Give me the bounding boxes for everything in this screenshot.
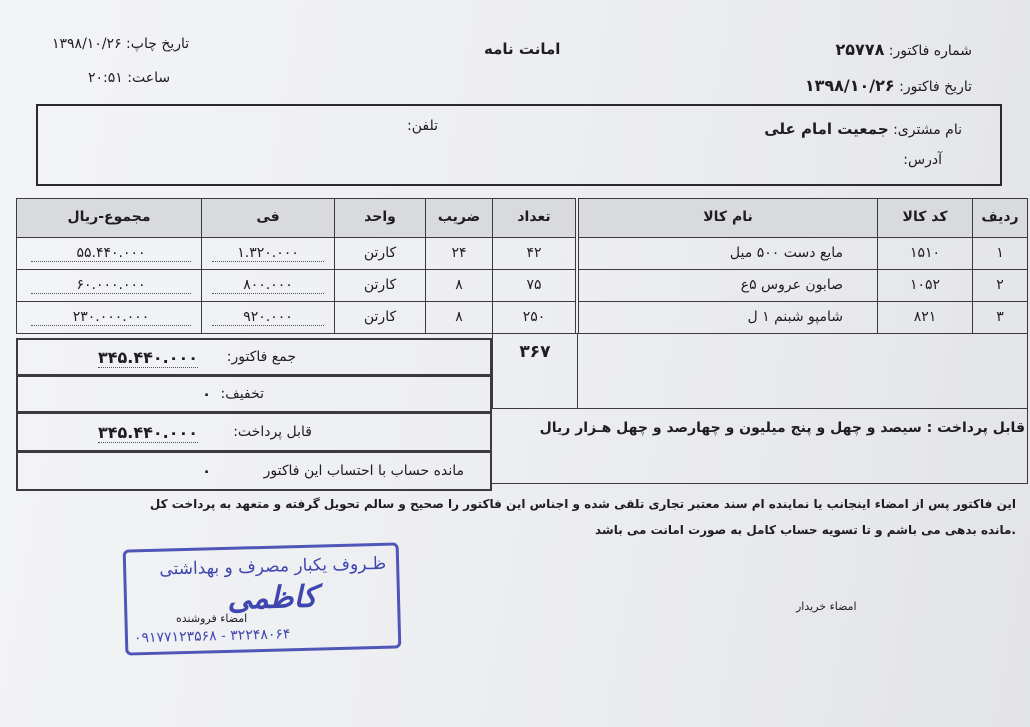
invoice-total-row	[16, 338, 492, 376]
qty-total: ۳۶۷	[519, 342, 551, 362]
table-row	[16, 269, 202, 302]
print-time: ۲۰:۵۱	[88, 70, 123, 86]
stamp-business-name: ظـروف یکبار مصرف و بهداشتی	[159, 553, 387, 580]
invoice-date: ۱۳۹۸/۱۰/۲۶	[804, 76, 895, 95]
print-time-label: ساعت:	[127, 70, 171, 86]
table-row	[334, 301, 426, 334]
seller-stamp	[123, 542, 402, 655]
table-row	[425, 301, 493, 334]
table-row	[578, 269, 878, 302]
header-price	[201, 198, 335, 238]
payable-words: قابل پرداخت : سیصد و چهل و پنج میلیون و چهارصد و چهل هـزار ریال	[539, 420, 1025, 436]
table-row	[972, 237, 1028, 270]
cell-price: ۸۰۰.۰۰۰	[212, 277, 324, 294]
footer-terms-line1: این فاکتور پس از امضاء اینجانب یا نماینده ام سند معتبر تجاری تلقی شده و اجناس این فاکتور را صحیح و سالم تحویل گرفته و متعهد به پرداخت کل	[149, 497, 1016, 511]
cell-price: ۱.۳۲۰.۰۰۰	[212, 245, 324, 262]
print-date-label: تاریخ چاپ:	[126, 36, 190, 52]
table-row	[201, 269, 335, 302]
cell-price: ۹۲۰.۰۰۰	[212, 309, 324, 326]
table-row	[877, 269, 973, 302]
print-date-line	[52, 36, 189, 52]
balance-label: مانده حساب با احتساب این فاکتور	[263, 463, 464, 479]
cell-total: ۲۳۰.۰۰۰.۰۰۰	[31, 309, 191, 326]
header-factor-label: ضریب	[437, 209, 481, 225]
customer-name-label: نام مشتری:	[893, 122, 962, 138]
table-row	[578, 301, 878, 334]
invoice-number-line	[836, 40, 972, 59]
cell-code: ۱۵۱۰	[909, 245, 941, 261]
stamp-phones: ۰۹۱۷۷۱۲۳۵۶۸ - ۳۲۲۴۸۰۶۴	[133, 626, 291, 647]
print-date: ۱۳۹۸/۱۰/۲۶	[52, 36, 122, 52]
customer-name-line	[764, 120, 962, 138]
header-total	[16, 198, 202, 238]
cell-code: ۸۲۱	[913, 309, 937, 325]
invoice-number-label: شماره فاکتور:	[888, 43, 972, 59]
empty-area	[577, 333, 1028, 409]
header-qty-label: تعداد	[517, 209, 551, 225]
header-code	[877, 198, 973, 238]
discount-value: ۰	[202, 385, 212, 403]
customer-phone-label: تلفن:	[407, 118, 438, 134]
table-row	[16, 301, 202, 334]
cell-qty: ۲۵۰	[522, 309, 546, 325]
customer-name: جمعیت امام علی	[764, 120, 889, 138]
print-time-line	[88, 70, 170, 86]
header-qty	[492, 198, 576, 238]
document-title: امانت نامه	[484, 40, 561, 58]
cell-factor: ۲۴	[451, 245, 467, 261]
cell-row: ۱	[996, 245, 1004, 261]
table-row	[334, 269, 426, 302]
table-row	[877, 237, 973, 270]
cell-total: ۶۰.۰۰۰.۰۰۰	[31, 277, 191, 294]
table-row	[972, 301, 1028, 334]
invoice-total: ۳۴۵.۴۴۰.۰۰۰	[98, 348, 199, 367]
balance-value: ۰	[202, 462, 212, 480]
payable-words-box	[491, 408, 1028, 484]
cell-total: ۵۵.۴۴۰.۰۰۰	[31, 245, 191, 262]
payable-row	[16, 412, 492, 452]
header-row	[972, 198, 1028, 238]
header-unit	[334, 198, 426, 238]
header-total-label: مجموع-ریال	[67, 209, 151, 225]
cell-row: ۳	[996, 309, 1004, 325]
table-row	[972, 269, 1028, 302]
balance-row	[16, 451, 492, 491]
header-row-label: ردیف	[981, 209, 1019, 225]
cell-unit: کارتن	[363, 277, 397, 293]
stamp-signature: کاظمی	[226, 579, 318, 617]
header-name-label: نام کالا	[703, 209, 753, 225]
table-row	[492, 237, 576, 270]
cell-unit: کارتن	[363, 245, 397, 261]
table-row	[425, 269, 493, 302]
cell-name: مایع دست ۵۰۰ میل	[729, 245, 843, 261]
table-row	[16, 237, 202, 270]
header-code-label: کد کالا	[902, 209, 948, 225]
table-row	[492, 269, 576, 302]
cell-unit: کارتن	[363, 309, 397, 325]
table-row	[492, 301, 576, 334]
cell-name: صابون عروس ۵ع	[740, 277, 843, 293]
invoice-total-label: جمع فاکتور:	[226, 349, 296, 365]
buyer-signature-label: امضاء خریدار	[796, 600, 857, 613]
header-factor	[425, 198, 493, 238]
cell-factor: ۸	[455, 277, 463, 293]
cell-qty: ۷۵	[526, 277, 542, 293]
customer-address-label: آدرس:	[903, 152, 942, 168]
cell-factor: ۸	[455, 309, 463, 325]
customer-box	[36, 104, 1002, 186]
discount-label: تخفیف:	[220, 386, 264, 402]
footer-terms-line2: .مانده بدهی می باشم و تا تسویه حساب کامل به صورت امانت می باشد	[594, 523, 1016, 537]
table-row	[201, 237, 335, 270]
header-price-label: فی	[256, 209, 280, 225]
cell-qty: ۴۲	[526, 245, 542, 261]
payable-label: قابل پرداخت:	[233, 424, 312, 440]
cell-name: شامپو شبنم ۱ ل	[747, 309, 843, 325]
qty-total-cell	[492, 333, 578, 409]
header-unit-label: واحد	[364, 209, 396, 225]
table-row	[425, 237, 493, 270]
table-row	[877, 301, 973, 334]
header-name	[578, 198, 878, 238]
table-row	[578, 237, 878, 270]
invoice-date-label: تاریخ فاکتور:	[899, 79, 972, 95]
table-row	[334, 237, 426, 270]
invoice-date-line	[805, 76, 972, 95]
cell-row: ۲	[996, 277, 1004, 293]
invoice-number: ۲۵۷۷۸	[835, 40, 885, 59]
payable-value: ۳۴۵.۴۴۰.۰۰۰	[98, 423, 199, 442]
cell-code: ۱۰۵۲	[909, 277, 941, 293]
seller-signature-label: امضاء فروشنده	[176, 612, 248, 625]
table-row	[201, 301, 335, 334]
discount-row	[16, 375, 492, 413]
